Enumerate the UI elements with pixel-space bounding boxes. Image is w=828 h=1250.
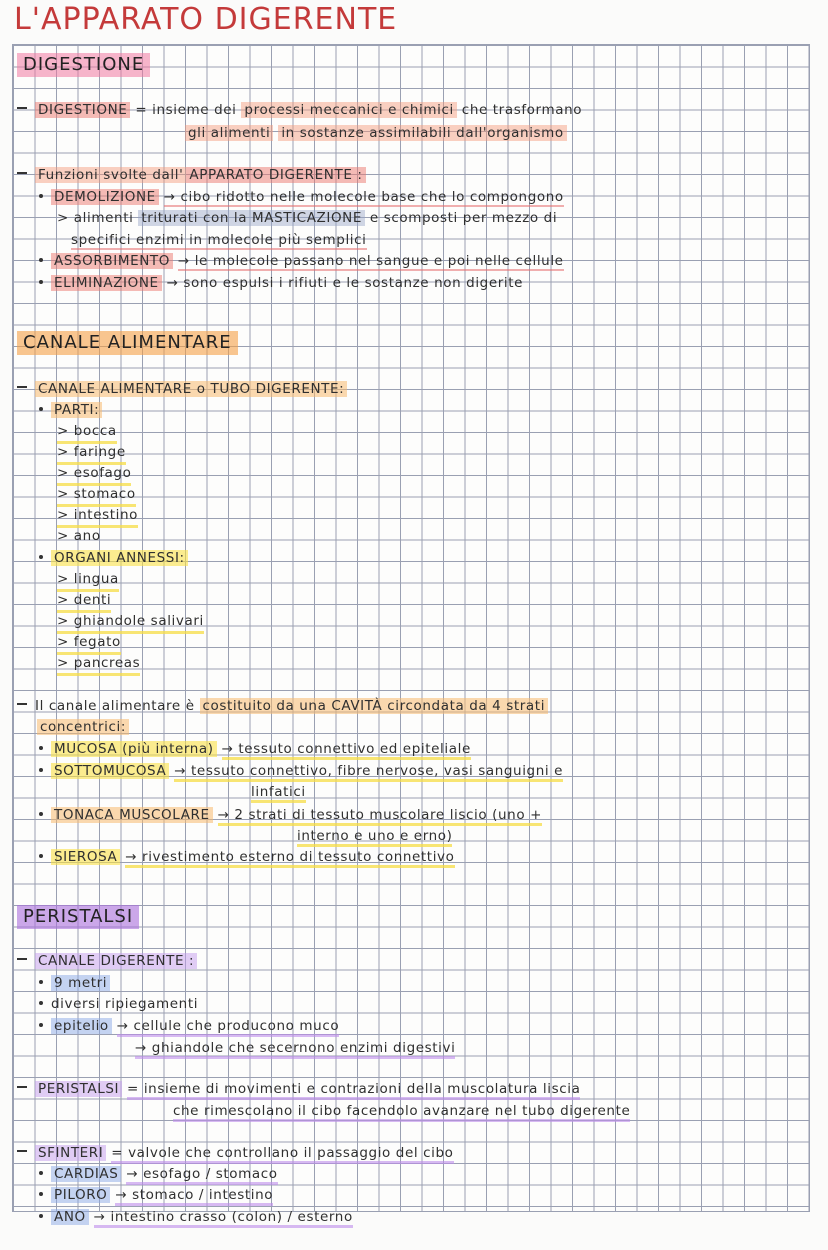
parti-label [39, 400, 102, 420]
tonaca-term: TONACA MUSCOLARE [51, 807, 213, 823]
def-text-end: che trasformano [461, 102, 583, 118]
apparato-term: APPARATO DIGERENTE : [186, 167, 365, 183]
bullet-icon [39, 555, 43, 559]
peristalsi-term: PERISTALSI [35, 1081, 122, 1097]
parti-item: > ano [57, 528, 101, 544]
mucosa-term: MUCOSA (più interna) [51, 741, 217, 757]
mucosa-line [39, 739, 471, 759]
eliminazione-text: → sono espulsi i rifiuti e le sostanze non digerite [166, 275, 524, 291]
canale-digerente-line [17, 951, 197, 971]
dash-icon [17, 107, 27, 109]
organi-item: > ghiandole salivari [57, 611, 204, 634]
organi-term: ORGANI ANNESSI: [51, 550, 188, 566]
assorbimento-line [39, 251, 564, 271]
parti-item: > stomaco [57, 484, 136, 507]
eliminazione-line [39, 273, 523, 293]
costituito-a: Il canale alimentare è [35, 698, 195, 714]
cardias-line [39, 1164, 278, 1184]
bullet-icon [39, 280, 43, 284]
peristalsi-text-2: che rimescolano il cibo facendolo avanzare nel tubo digerente [173, 1103, 630, 1122]
assorbimento-term: ASSORBIMENTO [51, 253, 173, 269]
bullet-icon [39, 768, 43, 772]
canale-digerente-term: CANALE DIGERENTE : [35, 953, 197, 969]
metri-line [39, 973, 110, 993]
organi-item: > fegato [57, 632, 121, 655]
def-highlight: processi meccanici e chimici [241, 102, 456, 118]
piloro-line [39, 1185, 273, 1205]
concentrici-text: concentrici: [37, 719, 129, 735]
organi-item: > pancreas [57, 653, 140, 676]
alimenti-line-2 [71, 230, 367, 250]
cardias-term: CARDIAS [51, 1166, 121, 1182]
parti-item: > intestino [57, 505, 138, 528]
epitelio-line-2 [135, 1038, 455, 1058]
bullet-icon [39, 980, 43, 984]
sottomucosa-term: SOTTOMUCOSA [51, 763, 169, 779]
peristalsi-line-2 [173, 1101, 630, 1121]
sottomucosa-line [39, 761, 563, 781]
bullet-icon [39, 407, 43, 411]
def-text: = insieme dei [135, 102, 237, 118]
mucosa-text: → tessuto connettivo ed epiteliale [222, 741, 471, 760]
concentrici-line [37, 717, 129, 737]
dash-icon [17, 172, 27, 174]
epitelio-text-b: → ghiandole che secernono enzimi digestivi [135, 1040, 455, 1059]
assorbimento-text: → le molecole passano nel sangue e poi nelle cellule [177, 253, 564, 269]
organi-item: > lingua [57, 569, 119, 592]
epitelio-term: epitelio [51, 1018, 112, 1034]
bullet-icon [39, 746, 43, 750]
bullet-icon [39, 194, 43, 198]
alimenti-line [57, 208, 557, 228]
digestione-definition-2 [185, 123, 567, 143]
sfinteri-term: SFINTERI [35, 1145, 106, 1161]
peristalsi-line [17, 1079, 580, 1099]
demolizione-term: DEMOLIZIONE [51, 189, 159, 205]
costituito-b: costituito da una CAVITÀ circondata da 4 strati [200, 698, 549, 714]
epitelio-text-a: → cellule che producono muco [117, 1018, 340, 1037]
parti-item: > esofago [57, 463, 131, 486]
tonaca-text: → 2 strati di tessuto muscolare liscio (uno + [218, 807, 542, 826]
ano-text: → intestino crasso (colon) / esterno [94, 1209, 353, 1228]
ano-line [39, 1207, 353, 1227]
def2-a: gli alimenti [185, 125, 273, 141]
funzioni-line [17, 165, 366, 185]
section-peristalsi: PERISTALSI [17, 905, 139, 929]
dash-icon [17, 386, 27, 388]
page-title: L'APPARATO DIGERENTE [14, 2, 398, 37]
tonaca-line [39, 805, 542, 825]
section-digestione: DIGESTIONE [17, 53, 150, 77]
cardias-text: → esofago / stomaco [126, 1166, 277, 1185]
bullet-icon [39, 812, 43, 816]
metri-text: 9 metri [51, 975, 110, 991]
demolizione-text: → cibo ridotto nelle molecole base che lo compongono [163, 189, 564, 205]
sottomucosa-text: → tessuto connettivo, fibre nervose, vasi sanguigni e [174, 763, 563, 782]
linfatici-text: linfatici [251, 784, 306, 803]
bullet-icon [39, 1023, 43, 1027]
sierosa-line [39, 847, 455, 867]
alimenti-b: triturati con la MASTICAZIONE [138, 210, 365, 226]
grid-paper [12, 44, 810, 1225]
funzioni-label: Funzioni svolte dall' [35, 167, 186, 183]
bullet-icon [39, 258, 43, 262]
alimenti-c: e scomposti per mezzo di [369, 210, 558, 226]
sottomucosa-line-2 [251, 782, 306, 802]
demolizione-line [39, 187, 564, 207]
sierosa-term: SIEROSA [51, 849, 120, 865]
sfinteri-text: = valvole che controllano il passaggio del cibo [111, 1145, 453, 1164]
alimenti-a: > alimenti [57, 210, 134, 226]
ano-term: ANO [51, 1209, 89, 1225]
tonaca-text-2: interno e uno e erno) [297, 828, 452, 847]
dash-icon [17, 1150, 27, 1152]
piloro-term: PILORO [51, 1187, 110, 1203]
digestione-term: DIGESTIONE [35, 102, 130, 118]
epitelio-line [39, 1016, 339, 1036]
ripiegamenti-line [39, 994, 198, 1014]
dash-icon [17, 958, 27, 960]
eliminazione-term: ELIMINAZIONE [51, 275, 162, 291]
bullet-icon [39, 1001, 43, 1005]
canale-heading [17, 379, 347, 399]
piloro-text: → stomaco / intestino [115, 1187, 273, 1206]
digestione-definition [17, 100, 582, 120]
parti-item: > bocca [57, 421, 117, 444]
bullet-icon [39, 1192, 43, 1196]
dash-icon [17, 703, 27, 705]
def2-b: in sostanze assimilabili dall'organismo [278, 125, 566, 141]
canale-heading-text: CANALE ALIMENTARE o TUBO DIGERENTE: [35, 381, 347, 397]
parti-term: PARTI: [51, 402, 102, 418]
bullet-icon [39, 1171, 43, 1175]
bullet-icon [39, 854, 43, 858]
peristalsi-text: = insieme di movimenti e contrazioni della muscolatura liscia [127, 1081, 580, 1100]
dash-icon [17, 1086, 27, 1088]
costituito-line [17, 696, 548, 716]
organi-item: > denti [57, 590, 111, 613]
bullet-icon [39, 1214, 43, 1218]
alimenti-2: specifici enzimi in molecole più semplici [71, 232, 367, 248]
ripiegamenti-text: diversi ripiegamenti [51, 996, 199, 1012]
sierosa-text: → rivestimento esterno di tessuto connettivo [125, 849, 454, 868]
parti-item: > faringe [57, 442, 126, 465]
organi-label [39, 548, 188, 568]
tonaca-line-2 [297, 826, 452, 846]
section-canale: CANALE ALIMENTARE [17, 331, 238, 355]
sfinteri-line [17, 1143, 454, 1163]
